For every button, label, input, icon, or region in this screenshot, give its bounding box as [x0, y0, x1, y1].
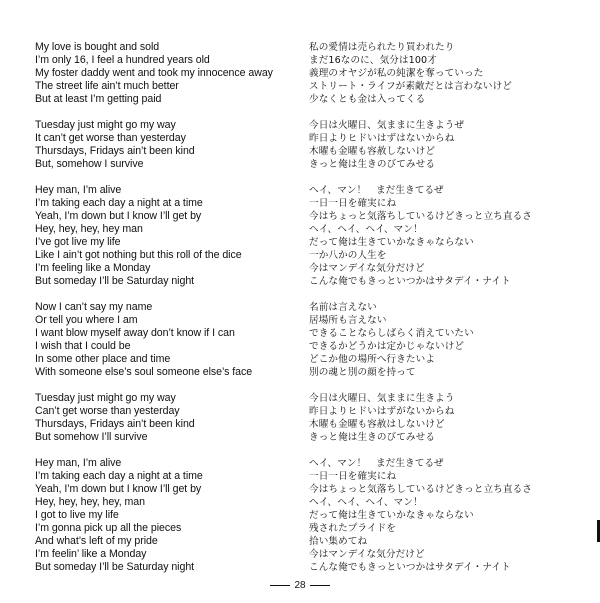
english-lyric-line: I’m only 16, I feel a hundred years old — [35, 54, 210, 66]
japanese-stanza — [309, 119, 594, 171]
english-lyric-line: I want blow myself away don’t know if I can — [35, 327, 235, 339]
japanese-lyric-line: 一日一日を確実にね — [309, 198, 397, 209]
japanese-lyric-line: 一日一日を確実にね — [309, 471, 397, 482]
english-lyric-line: I’m gonna pick up all the pieces — [35, 522, 182, 534]
page-number-left-dash — [270, 585, 290, 586]
english-lyric-line: I’m taking each day a night at a time — [35, 197, 203, 209]
english-lyrics-column — [35, 41, 300, 587]
english-lyric-line: Tuesday just might go my way — [35, 119, 176, 131]
english-lyric-line: But somehow I’ll survive — [35, 431, 148, 443]
japanese-stanza — [309, 41, 594, 106]
japanese-lyric-line: 居場所も言えない — [309, 315, 387, 326]
english-lyric-line: I got to live my life — [35, 509, 119, 521]
english-lyric-line: Hey, hey, hey, hey man — [35, 223, 143, 235]
japanese-lyric-line: 私の愛情は売られたり買われたり — [309, 42, 455, 53]
japanese-lyric-line: 今はマンデイな気分だけど — [309, 263, 425, 274]
english-stanza — [35, 119, 300, 171]
english-lyric-line: Hey man, I’m alive — [35, 184, 122, 196]
english-lyric-line: My love is bought and sold — [35, 41, 160, 53]
english-stanza — [35, 301, 300, 379]
japanese-stanza — [309, 457, 594, 574]
english-lyric-line: I wish that I could be — [35, 340, 131, 352]
japanese-lyric-line: できるかどうかは定かじゃないけど — [309, 341, 465, 352]
japanese-lyric-line: ヘイ、ヘイ、ヘイ、マン！ — [309, 224, 423, 235]
english-lyric-line: It can’t get worse than yesterday — [35, 132, 186, 144]
english-lyric-line: Now I can’t say my name — [35, 301, 153, 313]
english-lyric-line: But someday I’ll be Saturday night — [35, 561, 195, 573]
japanese-lyric-line: 今はちょっと気落ちしているけどきっと立ち直るさ — [309, 484, 532, 495]
japanese-lyric-line: 木曜も金曜も容赦はしないけど — [309, 419, 445, 430]
english-lyric-line: Or tell you where I am — [35, 314, 138, 326]
japanese-lyric-line: まだ16なのに、気分は100才 — [309, 55, 437, 66]
japanese-lyric-line: 今はマンデイな気分だけど — [309, 549, 425, 560]
japanese-lyric-line: きっと俺は生きのびてみせる — [309, 159, 436, 170]
english-stanza — [35, 184, 300, 288]
english-lyric-line: I’m feeling like a Monday — [35, 262, 151, 274]
japanese-lyric-line: ヘイ、マン！ まだ生きてるぜ — [309, 185, 444, 196]
english-lyric-line: Hey, hey, hey, hey, man — [35, 496, 145, 508]
japanese-lyric-line: 昨日よりヒドいはずがないからね — [309, 406, 455, 417]
english-lyric-line: With someone else’s soul someone else’s face — [35, 366, 253, 378]
japanese-lyric-line: だって俺は生きていかなきゃならない — [309, 237, 474, 248]
japanese-lyric-line: できることならしばらく消えていたい — [309, 328, 474, 339]
english-lyric-line: Like I ain’t got nothing but this roll of the dice — [35, 249, 242, 261]
english-lyric-line: And what’s left of my pride — [35, 535, 158, 547]
page-number — [0, 580, 600, 591]
japanese-lyric-line: 義理のオヤジが私の純潔を奪っていった — [309, 68, 484, 79]
english-lyric-line: In some other place and time — [35, 353, 171, 365]
english-lyric-line: Yeah, I’m down but I know I’ll get by — [35, 210, 202, 222]
english-lyric-line: Thursdays, Fridays ain’t been kind — [35, 145, 195, 157]
japanese-lyric-line: 名前は言えない — [309, 302, 377, 313]
english-stanza — [35, 457, 300, 574]
japanese-lyric-line: だって俺は生きていかなきゃならない — [309, 510, 474, 521]
japanese-lyric-line: 残されたプライドを — [309, 523, 396, 534]
japanese-lyric-line: 昨日よりヒドいはずはないからね — [309, 133, 455, 144]
english-lyric-line: Thursdays, Fridays ain’t been kind — [35, 418, 195, 430]
english-lyric-line: The street life ain’t much better — [35, 80, 179, 92]
japanese-lyric-line: 少なくとも金は入ってくる — [309, 94, 426, 105]
japanese-lyric-line: ヘイ、マン！ まだ生きてるぜ — [309, 458, 444, 469]
japanese-lyric-line: ヘイ、ヘイ、ヘイ、マン！ — [309, 497, 423, 508]
japanese-lyric-line: 一か八かの人生を — [309, 250, 387, 261]
english-lyric-line: Tuesday just might go my way — [35, 392, 176, 404]
japanese-lyric-line: きっと俺は生きのびてみせる — [309, 432, 436, 443]
page-number-right-dash — [310, 585, 330, 586]
page-number-text: 28 — [294, 580, 306, 591]
english-lyric-line: But, somehow I survive — [35, 158, 144, 170]
japanese-stanza — [309, 392, 594, 444]
japanese-lyric-line: こんな俺でもきっといつかはサタデイ・ナイト — [309, 276, 511, 287]
english-lyric-line: Hey man, I’m alive — [35, 457, 122, 469]
japanese-lyric-line: 今はちょっと気落ちしているけどきっと立ち直るさ — [309, 211, 532, 222]
english-lyric-line: Yeah, I’m down but I know I’ll get by — [35, 483, 202, 495]
english-lyric-line: I’m feelin’ like a Monday — [35, 548, 147, 560]
english-lyric-line: My foster daddy went and took my innocence away — [35, 67, 273, 79]
japanese-lyric-line: こんな俺でもきっといつかはサタデイ・ナイト — [309, 562, 511, 573]
japanese-lyric-line: ストリート・ライフが素敵だとは言わないけど — [309, 81, 512, 92]
japanese-lyric-line: どこか他の場所へ行きたいよ — [309, 354, 436, 365]
english-stanza — [35, 392, 300, 444]
english-lyric-line: But at least I’m getting paid — [35, 93, 162, 105]
english-lyric-line: Can’t get worse than yesterday — [35, 405, 180, 417]
japanese-lyric-line: 別の魂と別の顔を持って — [309, 367, 416, 378]
japanese-translation-column — [309, 41, 594, 587]
japanese-stanza — [309, 301, 594, 379]
english-lyric-line: I’m taking each day a night at a time — [35, 470, 203, 482]
english-stanza — [35, 41, 300, 106]
english-lyric-line: I’ve got live my life — [35, 236, 121, 248]
japanese-lyric-line: 今日は火曜日、気ままに生きよう — [309, 393, 455, 404]
japanese-stanza — [309, 184, 594, 288]
japanese-lyric-line: 今日は火曜日、気ままに生きようぜ — [309, 120, 465, 131]
japanese-lyric-line: 木曜も金曜も容赦しないけど — [309, 146, 436, 157]
english-lyric-line: But someday I’ll be Saturday night — [35, 275, 195, 287]
japanese-lyric-line: 拾い集めてね — [309, 536, 368, 547]
